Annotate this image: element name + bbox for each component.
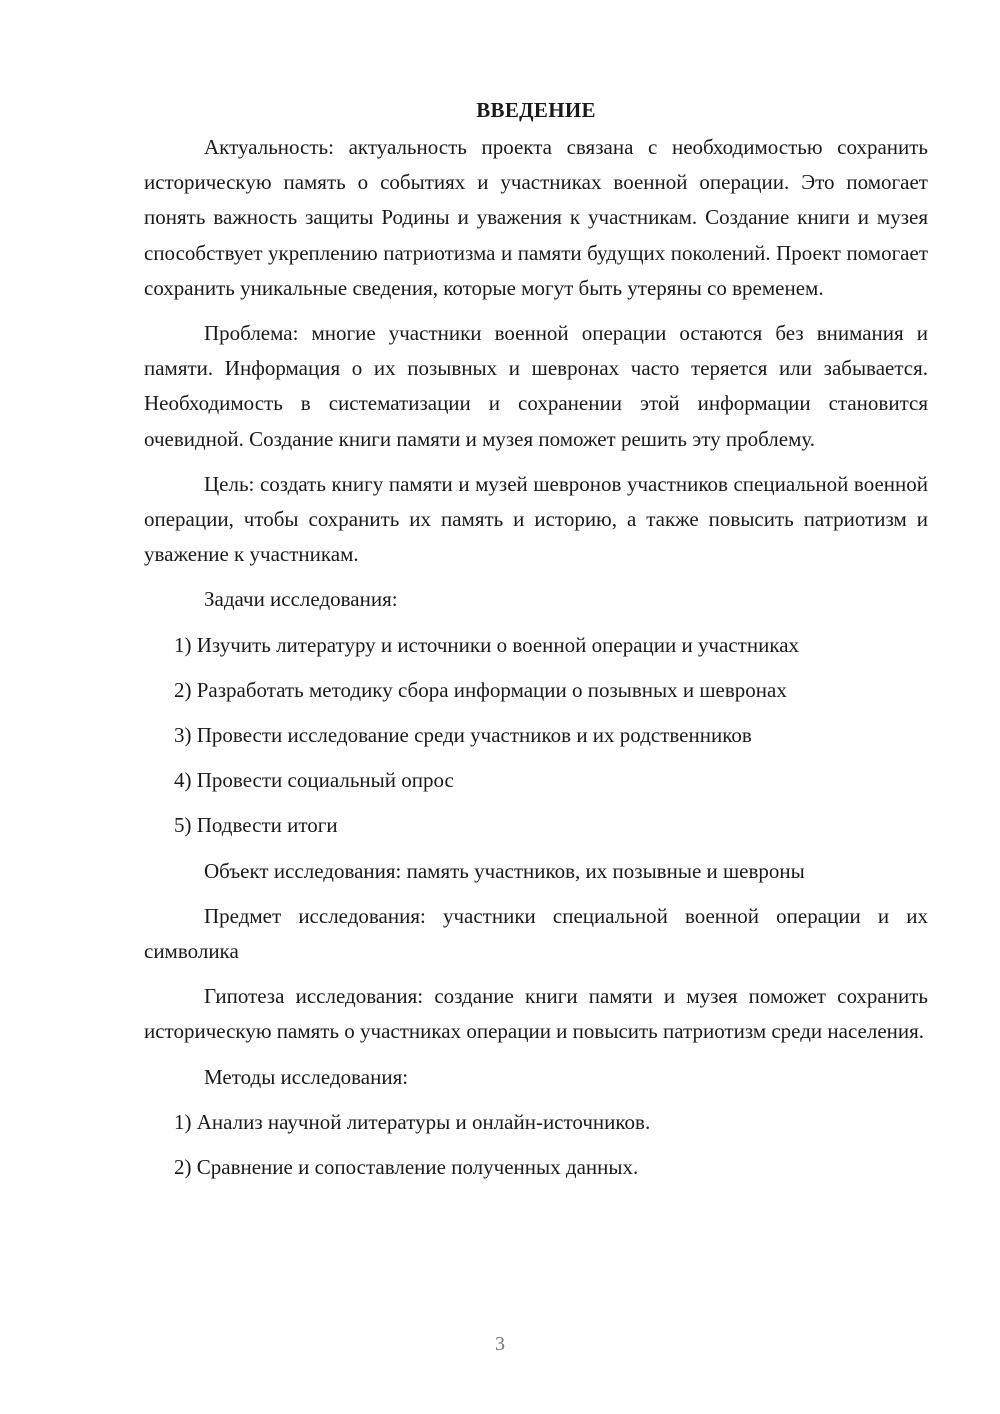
object-paragraph: Объект исследования: память участников, их позывные и шевроны bbox=[204, 858, 805, 883]
goal-paragraph: Цель: создать книгу памяти и музей шевронов участников специальной военной операции, чтобы сохранить их память и историю, а также повысить патриотизм и уважение к участникам. bbox=[144, 471, 928, 567]
tasks-heading: Задачи исследования: bbox=[204, 587, 398, 612]
task-item: 1) Изучить литературу и источники о военной операции и участниках bbox=[174, 632, 800, 657]
hypothesis-paragraph: Гипотеза исследования: создание книги памяти и музея поможет сохранить историческую память о участниках операции и повысить патриотизм среди населения. bbox=[144, 984, 928, 1044]
document-page bbox=[144, 92, 928, 1195]
method-item: 2) Сравнение и сопоставление полученных данных. bbox=[174, 1155, 639, 1180]
task-item: 3) Провести исследование среди участников и их родственников bbox=[174, 723, 752, 748]
subject-paragraph: Предмет исследования: участники специальной военной операции и их символика bbox=[144, 903, 928, 964]
task-item: 2) Разработать методику сбора информации о позывных и шевронах bbox=[174, 677, 787, 702]
task-item: 4) Провести социальный опрос bbox=[174, 768, 454, 793]
task-item: 5) Подвести итоги bbox=[174, 813, 338, 838]
relevance-paragraph: Актуальность: актуальность проекта связана с необходимостью сохранить историческую память о событиях и участниках военной операции. Это помогает понять важность защиты Родины и уважения к участникам. Создание книги и музея способствует укреплению патриотизма и памяти будущих поколений. Проект помогает сохранить уникальные сведения, которые могут быть утеряны со временем. bbox=[144, 135, 928, 300]
methods-heading: Методы исследования: bbox=[204, 1064, 409, 1089]
problem-paragraph: Проблема: многие участники военной операции остаются без внимания и памяти. Информация о их позывных и шевронах часто теряется или забывается. Необходимость в систематизации и сохранении этой информации становится очевидной. Создание книги памяти и музея поможет решить эту проблему. bbox=[144, 321, 928, 451]
section-title: ВВЕДЕНИЕ bbox=[476, 98, 596, 122]
method-item: 1) Анализ научной литературы и онлайн-источников. bbox=[174, 1109, 651, 1134]
page-number: 3 bbox=[495, 1333, 505, 1355]
